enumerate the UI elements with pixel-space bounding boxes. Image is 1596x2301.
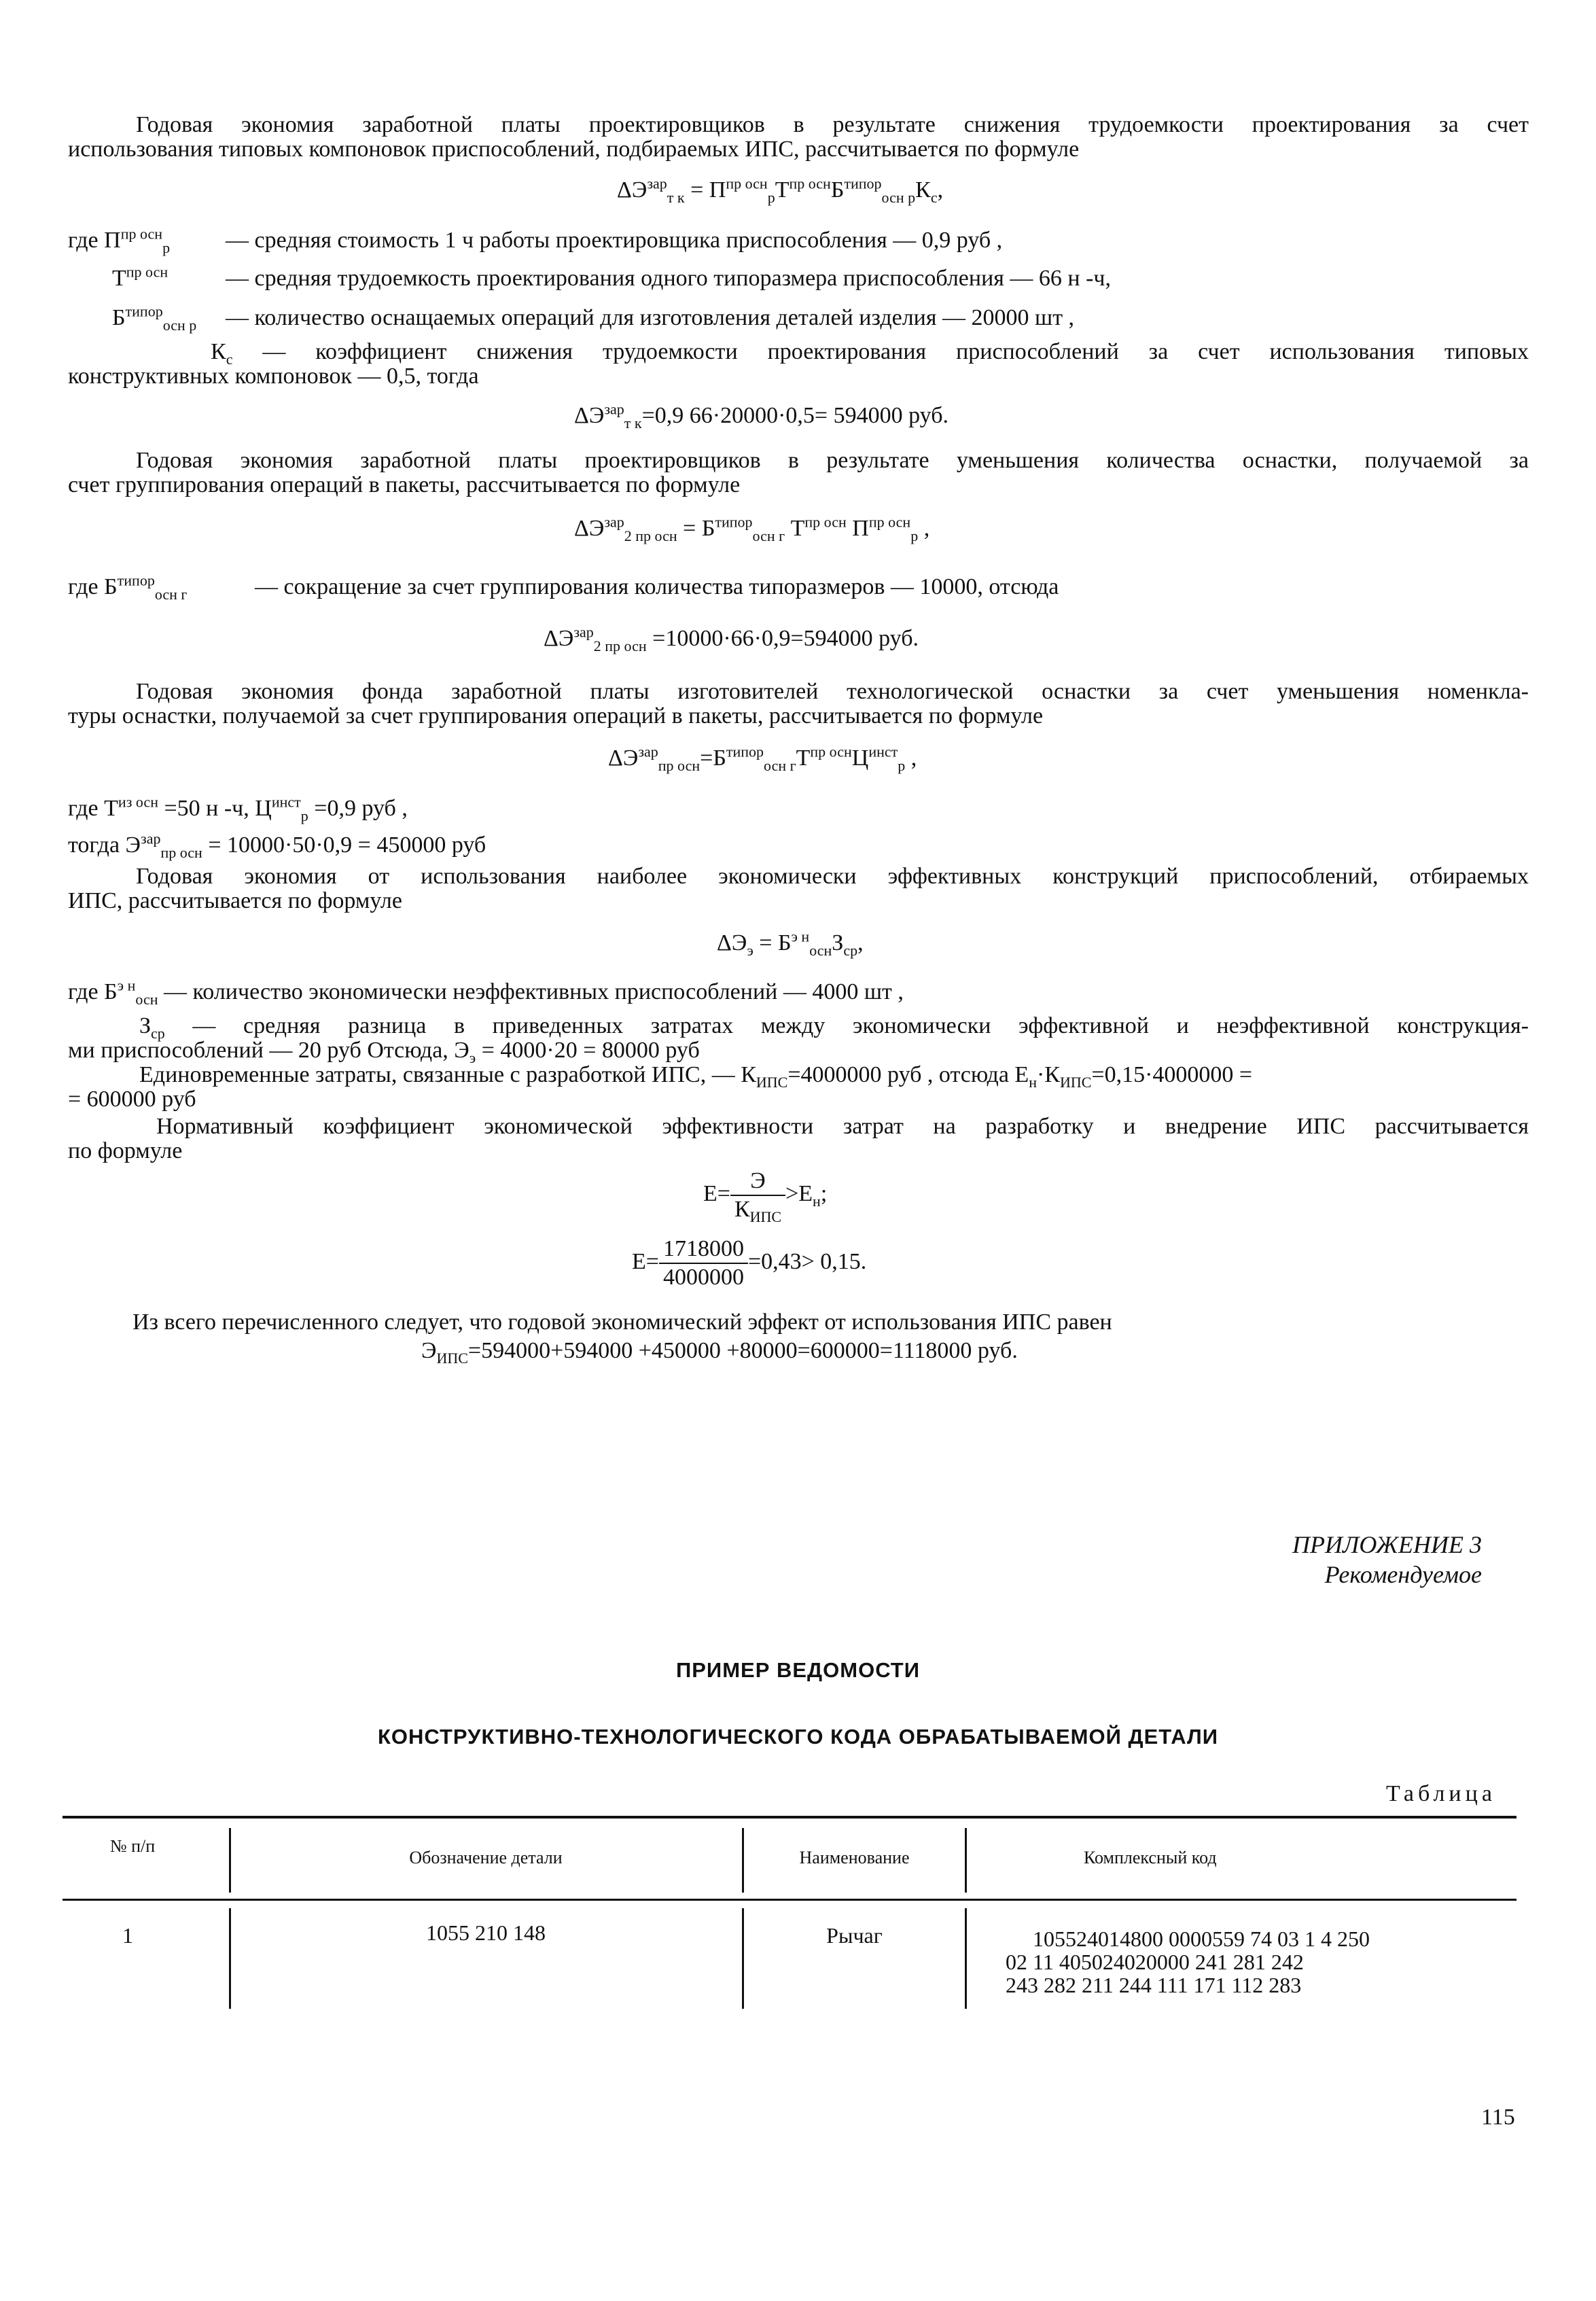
formula-8-rhs: =0,43> 0,15. [747, 1248, 867, 1274]
table-header-code: Комплексный код [1084, 1848, 1217, 1867]
definition-text-4: — сокращение за счет группирования количества типоразмеров — 10000, отсюда [255, 574, 1059, 599]
page-number: 115 [1481, 2105, 1515, 2130]
table-top-rule [63, 1816, 1517, 1819]
definition-text-3: — количество оснащаемых операций для изготовления деталей изделия — 20000 шт , [226, 305, 1075, 330]
appendix-subtitle: Рекомендуемое [1324, 1561, 1482, 1588]
formula-8-lhs: Е= [632, 1248, 659, 1274]
row-code-line: 105524014800 0000559 74 03 1 4 250 [1033, 1927, 1370, 1951]
paragraph-3-line-2: туры оснастки, получаемой за счет группирования операций в пакеты, рассчитывается по формуле [68, 703, 1044, 728]
normative-line-1: Нормативный коэффициент экономической эффективности затрат на разработку и внедрение ИПС рассчитывается [156, 1114, 1529, 1139]
definition-symbol-3: $Б^{типор}_{осн р}$ [112, 302, 197, 334]
formula-6: $\Delta Э_э = Б^{э н}_{осн}З_{ср}$, [717, 928, 864, 959]
row-number: 1 [122, 1923, 133, 1948]
row-code-line: 02 11 405024020000 241 281 242 [1006, 1950, 1304, 1974]
formula-5: $\Delta Э^{зар}_{пр осн}=Б^{типор}_{осн г}Т^{пр осн}Ц^{инст}_р$ , [608, 743, 917, 774]
where-line-3: где $Т^{из осн} =50$ н -ч, $Ц^{инст}_р =0,9$ руб , [68, 793, 408, 824]
then-line-3: тогда $Э^{зар}_{пр осн} = 10000\cdot 50\cdot 0,9 = 450000$ руб [68, 830, 486, 861]
definition-line-5: где $Б^{э н}_{осн}$ — количество экономически неэффективных приспособлений — 4000 шт , [68, 977, 904, 1008]
paragraph-1-line-2: использования типовых компоновок приспособлений, подбираемых ИПС, рассчитывается по формуле [68, 137, 1080, 162]
definition-symbol-1: где $П^{пр осн}_р$ [68, 225, 171, 256]
appendix-title: ПРИЛОЖЕНИЕ 3 [1292, 1531, 1482, 1558]
table-heading-2: КОНСТРУКТИВНО-ТЕХНОЛОГИЧЕСКОГО КОДА ОБРАБАТЫВАЕМОЙ ДЕТАЛИ [377, 1725, 1219, 1749]
table-header-rule [63, 1899, 1517, 1901]
row-designation: 1055 210 148 [426, 1920, 546, 1945]
table-label: Таблица [1386, 1781, 1496, 1806]
table-header-name: Наименование [799, 1848, 910, 1867]
formula-7 [703, 1168, 828, 1225]
formula-8-numerator: 1718000 [659, 1237, 748, 1264]
kc-definition-line-1: $К_с$ — коэффициент снижения трудоемкости проектирования приспособлений за счет использования типовых [211, 339, 1529, 368]
definition-symbol-4: где $Б^{типор}_{осн г}$ [68, 572, 188, 603]
conclusion-text: Из всего перечисленного следует, что годовой экономический эффект от использования ИПС равен [132, 1310, 1112, 1335]
formula-7-denominator: $К_{ИПС}$ [734, 1197, 782, 1225]
table-heading-1: ПРИМЕР ВЕДОМОСТИ [675, 1658, 921, 1682]
one-time-costs-line-2: = 600000 руб [68, 1087, 196, 1112]
paragraph-2-line-1: Годовая экономия заработной платы проектировщиков в результате уменьшения количества оснастки, получаемой за [136, 448, 1529, 473]
normative-line-2: по формуле [68, 1138, 183, 1163]
formula-8 [632, 1237, 866, 1290]
kc-definition-line-2: конструктивных компоновок — 0,5, тогда [68, 364, 479, 389]
formula-9: $Э_{ИПС}=594000+594000 +450000 +80000=600000=1118000$ руб. [421, 1338, 1018, 1367]
definition-symbol-2: $Т^{пр осн}$ [112, 263, 169, 291]
paragraph-4-line-2: ИПС, рассчитывается по формуле [68, 888, 402, 913]
paragraph-2-line-2: счет группирования операций в пакеты, рассчитывается по формуле [68, 472, 741, 497]
table-header-designation: Обозначение детали [409, 1848, 563, 1867]
paragraph-4-line-1: Годовая экономия от использования наиболее экономически эффективных конструкций приспособлений, отбираемых [136, 864, 1529, 889]
row-code [1006, 1927, 1370, 1997]
definition-text-1: — средняя стоимость 1 ч работы проектировщика приспособления — 0,9 руб , [226, 228, 1003, 253]
formula-7-rhs: $>Е_н$; [785, 1180, 828, 1210]
formula-7-numerator: Э [730, 1169, 785, 1196]
paragraph-1-line-1: Годовая экономия заработной платы проектировщиков в результате снижения трудоемкости проектирования за счет [136, 112, 1529, 137]
one-time-costs-line-1: Единовременные затраты, связанные с разработкой ИПС, — $К_{ИПС}=4000000$ руб , отсюда $Е_н\cdot К_{ИПС}=0,15\cdot 4000000$ = [139, 1062, 1253, 1091]
row-name: Рычаг [826, 1923, 883, 1948]
formula-7-lhs: Е= [703, 1180, 730, 1206]
formula-3: $\Delta Э^{зар}_{2 пр осн} = Б^{типор}_{осн г}$ $Т^{пр осн}$ $П^{пр осн}_р$ , [574, 513, 930, 544]
formula-2: $\Delta Э^{зар}_{т к}=0,9$ 66·20000·0,5= 594000 руб. [574, 400, 948, 432]
row-code-line: 243 282 211 244 111 171 112 283 [1006, 1973, 1302, 1997]
formula-8-denominator: 4000000 [662, 1265, 744, 1290]
table-divider [965, 1828, 967, 1893]
formula-1: $\Delta Э^{зар}_{т к} = П^{пр осн}_рТ^{пр осн}Б^{типор}_{осн р}К_с$, [617, 175, 944, 206]
formula-4: $\Delta Э^{зар}_{2 пр осн} =10000\cdot 66\cdot 0,9=594000$ руб. [544, 623, 919, 654]
definition-line-7: ми приспособлений — 20 руб Отсюда, $Э_э = 4000\cdot 20 = 80000$ руб [68, 1038, 700, 1066]
table-header-number: № п/п [109, 1836, 156, 1856]
definition-text-2: — средняя трудоемкость проектирования одного типоразмера приспособления — 66 н -ч, [226, 266, 1112, 291]
table-divider [965, 1908, 967, 2009]
definition-line-6: $З_{ср}$ — средняя разница в приведенных затратах между экономически эффективной и неэффективной конструкция- [139, 1013, 1529, 1042]
paragraph-3-line-1: Годовая экономия фонда заработной платы изготовителей технологической оснастки за счет уменьшения номенкла- [136, 679, 1529, 704]
